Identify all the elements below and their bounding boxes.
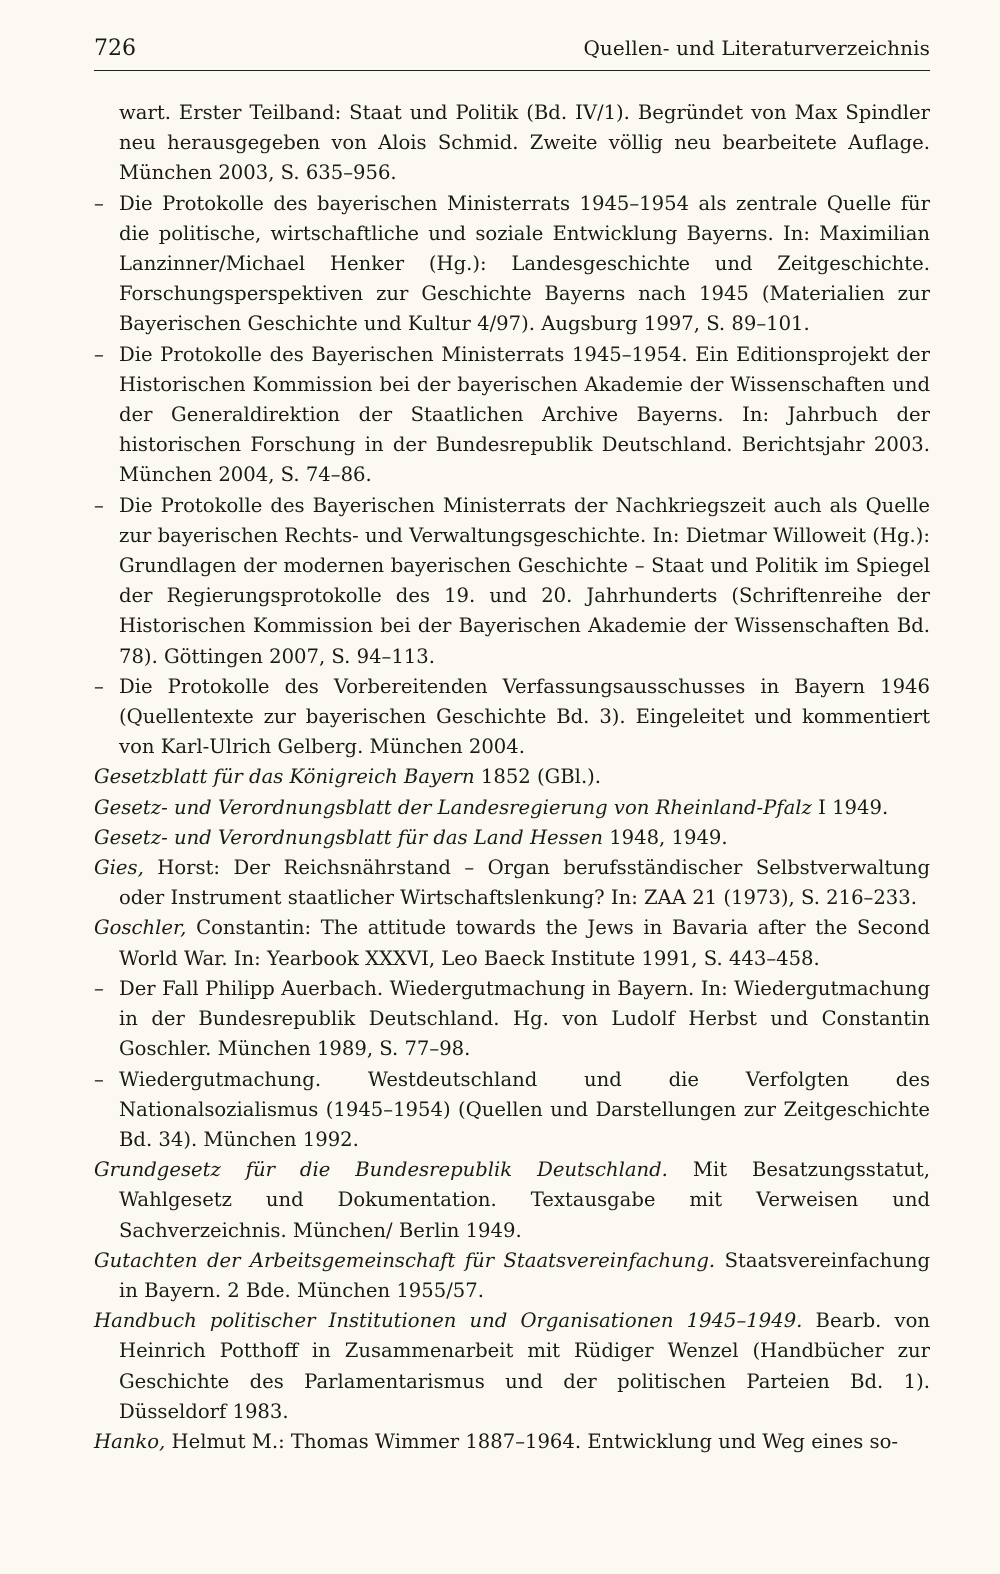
- entry-title: Gesetz- und Verordnungsblatt der Landesregierung von Rheinland-Pfalz: [94, 795, 812, 819]
- entry-title: Gesetzblatt für das Königreich Bayern: [94, 765, 475, 789]
- bibliography-entry: [94, 1155, 930, 1246]
- entry-title: Grundgesetz für die Bundesrepublik Deutschland.: [94, 1158, 668, 1182]
- bibliography-entry: [94, 1246, 930, 1306]
- bibliography-entry: [94, 491, 930, 672]
- entry-text: Constantin: The attitude towards the Jews in Bavaria after the Second World War. In: Yearbook XXXVI, Leo Baeck Institute 1991, S. 443–458.: [119, 916, 930, 970]
- page-number: 726: [94, 36, 136, 61]
- entry-text: Wiedergutmachung. Westdeutschland und die Verfolgten des Nationalsozialismus (1945–1954) (Quellen und Darstellungen zur Zeitgeschichte Bd. 34). München 1992.: [119, 1067, 930, 1151]
- entry-text: 1852 (GBl.).: [474, 765, 602, 789]
- bibliography-entry: [94, 1065, 930, 1156]
- bibliography-entry: [94, 823, 930, 853]
- entry-author: Gies,: [94, 856, 144, 880]
- bibliography-continuation: wart. Erster Teilband: Staat und Politik (Bd. IV/1). Begründet von Max Spindler neu herausgegeben von Alois Schmid. Zweite völlig neu bearbeitete Auflage. München 2003, S. 635–956.: [119, 101, 930, 185]
- bibliography-entry: [94, 672, 930, 763]
- entry-dash: –: [94, 493, 104, 517]
- entry-text: Die Protokolle des Bayerischen Ministerrats 1945–1954. Ein Editionsprojekt der Historischen Kommission bei der bayerischen Akademie der Wissenschaften und der Generaldirektion der Staatlichen Archive Bayerns. In: Jahrbuch der historischen Forschung in der Bundesrepublik Deutschland. Berichtsjahr 2003. München 2004, S. 74–86.: [119, 342, 930, 487]
- bibliography-entry: [94, 913, 930, 973]
- entry-title: Gutachten der Arbeitsgemeinschaft für Staatsvereinfachung.: [94, 1248, 716, 1272]
- bibliography-entry: [94, 1427, 930, 1457]
- entry-text: Der Fall Philipp Auerbach. Wiedergutmachung in Bayern. In: Wiedergutmachung in der Bundesrepublik Deutschland. Hg. von Ludolf Herbst und Constantin Goschler. München 1989, S. 77–98.: [119, 976, 930, 1061]
- entry-title: Handbuch politischer Institutionen und Organisationen 1945–1949.: [94, 1309, 803, 1333]
- entry-text: Horst: Der Reichsnährstand – Organ berufsständischer Selbstverwaltung oder Instrument staatlicher Wirtschaftslenkung? In: ZAA 21 (1973), S. 216–233.: [119, 856, 930, 910]
- entry-text: Mit Besatzungsstatut, Wahlgesetz und Dokumentation. Textausgabe mit Verweisen und Sachverzeichnis. München/ Berlin 1949.: [119, 1158, 930, 1242]
- bibliography-entries: [94, 189, 930, 1458]
- bibliography: [94, 98, 930, 1457]
- entry-dash: –: [94, 674, 104, 698]
- entry-text: Die Protokolle des bayerischen Ministerrats 1945–1954 als zentrale Quelle für die politische, wirtschaftliche und soziale Entwicklung Bayerns. In: Maximilian Lanzinner/Michael Henker (Hg.): Landesgeschichte und Zeitgeschichte. Forschungsperspektiven zur Geschichte Bayerns nach 1945 (Materialien zur Bayerischen Geschichte und Kultur 4/97). Augsburg 1997, S. 89–101.: [119, 191, 930, 336]
- entry-author: Goschler,: [94, 916, 187, 940]
- entry-text: 1948, 1949.: [602, 825, 728, 849]
- entry-text: Die Protokolle des Bayerischen Ministerrats der Nachkriegszeit auch als Quelle zur bayerischen Rechts- und Verwaltungsgeschichte. In: Dietmar Willoweit (Hg.): Grundlagen der modernen bayerischen Geschichte – Staat und Politik im Spiegel der Regierungsprotokolle des 19. und 20. Jahrhunderts (Schriftenreihe der Historischen Kommission bei der Bayerischen Akademie der Wissenschaften Bd. 78). Göttingen 2007, S. 94–113.: [119, 493, 930, 668]
- entry-text: Staatsvereinfachung in Bayern. 2 Bde. München 1955/57.: [119, 1248, 931, 1302]
- entry-text: Helmut M.: Thomas Wimmer 1887–1964. Entwicklung und Weg eines so-: [165, 1429, 899, 1453]
- bibliography-entry: [94, 762, 930, 792]
- bibliography-entry: [94, 340, 930, 491]
- bibliography-entry: [94, 189, 930, 340]
- entry-dash: –: [94, 976, 104, 1000]
- entry-text: I 1949.: [811, 795, 889, 819]
- entry-dash: –: [94, 342, 104, 366]
- bibliography-entry: [94, 1306, 930, 1427]
- entry-author: Hanko,: [94, 1429, 166, 1453]
- bibliography-entry: [94, 974, 930, 1065]
- running-head: [94, 36, 930, 71]
- entry-text: Die Protokolle des Vorbereitenden Verfassungsausschusses in Bayern 1946 (Quellentexte zur bayerischen Geschichte Bd. 3). Eingeleitet und kommentiert von Karl-Ulrich Gelberg. München 2004.: [119, 674, 930, 759]
- bibliography-entry: [94, 793, 930, 823]
- entry-title: Gesetz- und Verordnungsblatt für das Land Hessen: [94, 825, 603, 849]
- entry-dash: –: [94, 191, 104, 215]
- entry-text: Bearb. von Heinrich Potthoff in Zusammenarbeit mit Rüdiger Wenzel (Handbücher zur Geschichte des Parlamentarismus und der politischen Parteien Bd. 1). Düsseldorf 1983.: [119, 1309, 930, 1423]
- running-title: Quellen- und Literaturverzeichnis: [583, 36, 930, 60]
- bibliography-entry: [94, 853, 930, 913]
- entry-dash: –: [94, 1067, 104, 1091]
